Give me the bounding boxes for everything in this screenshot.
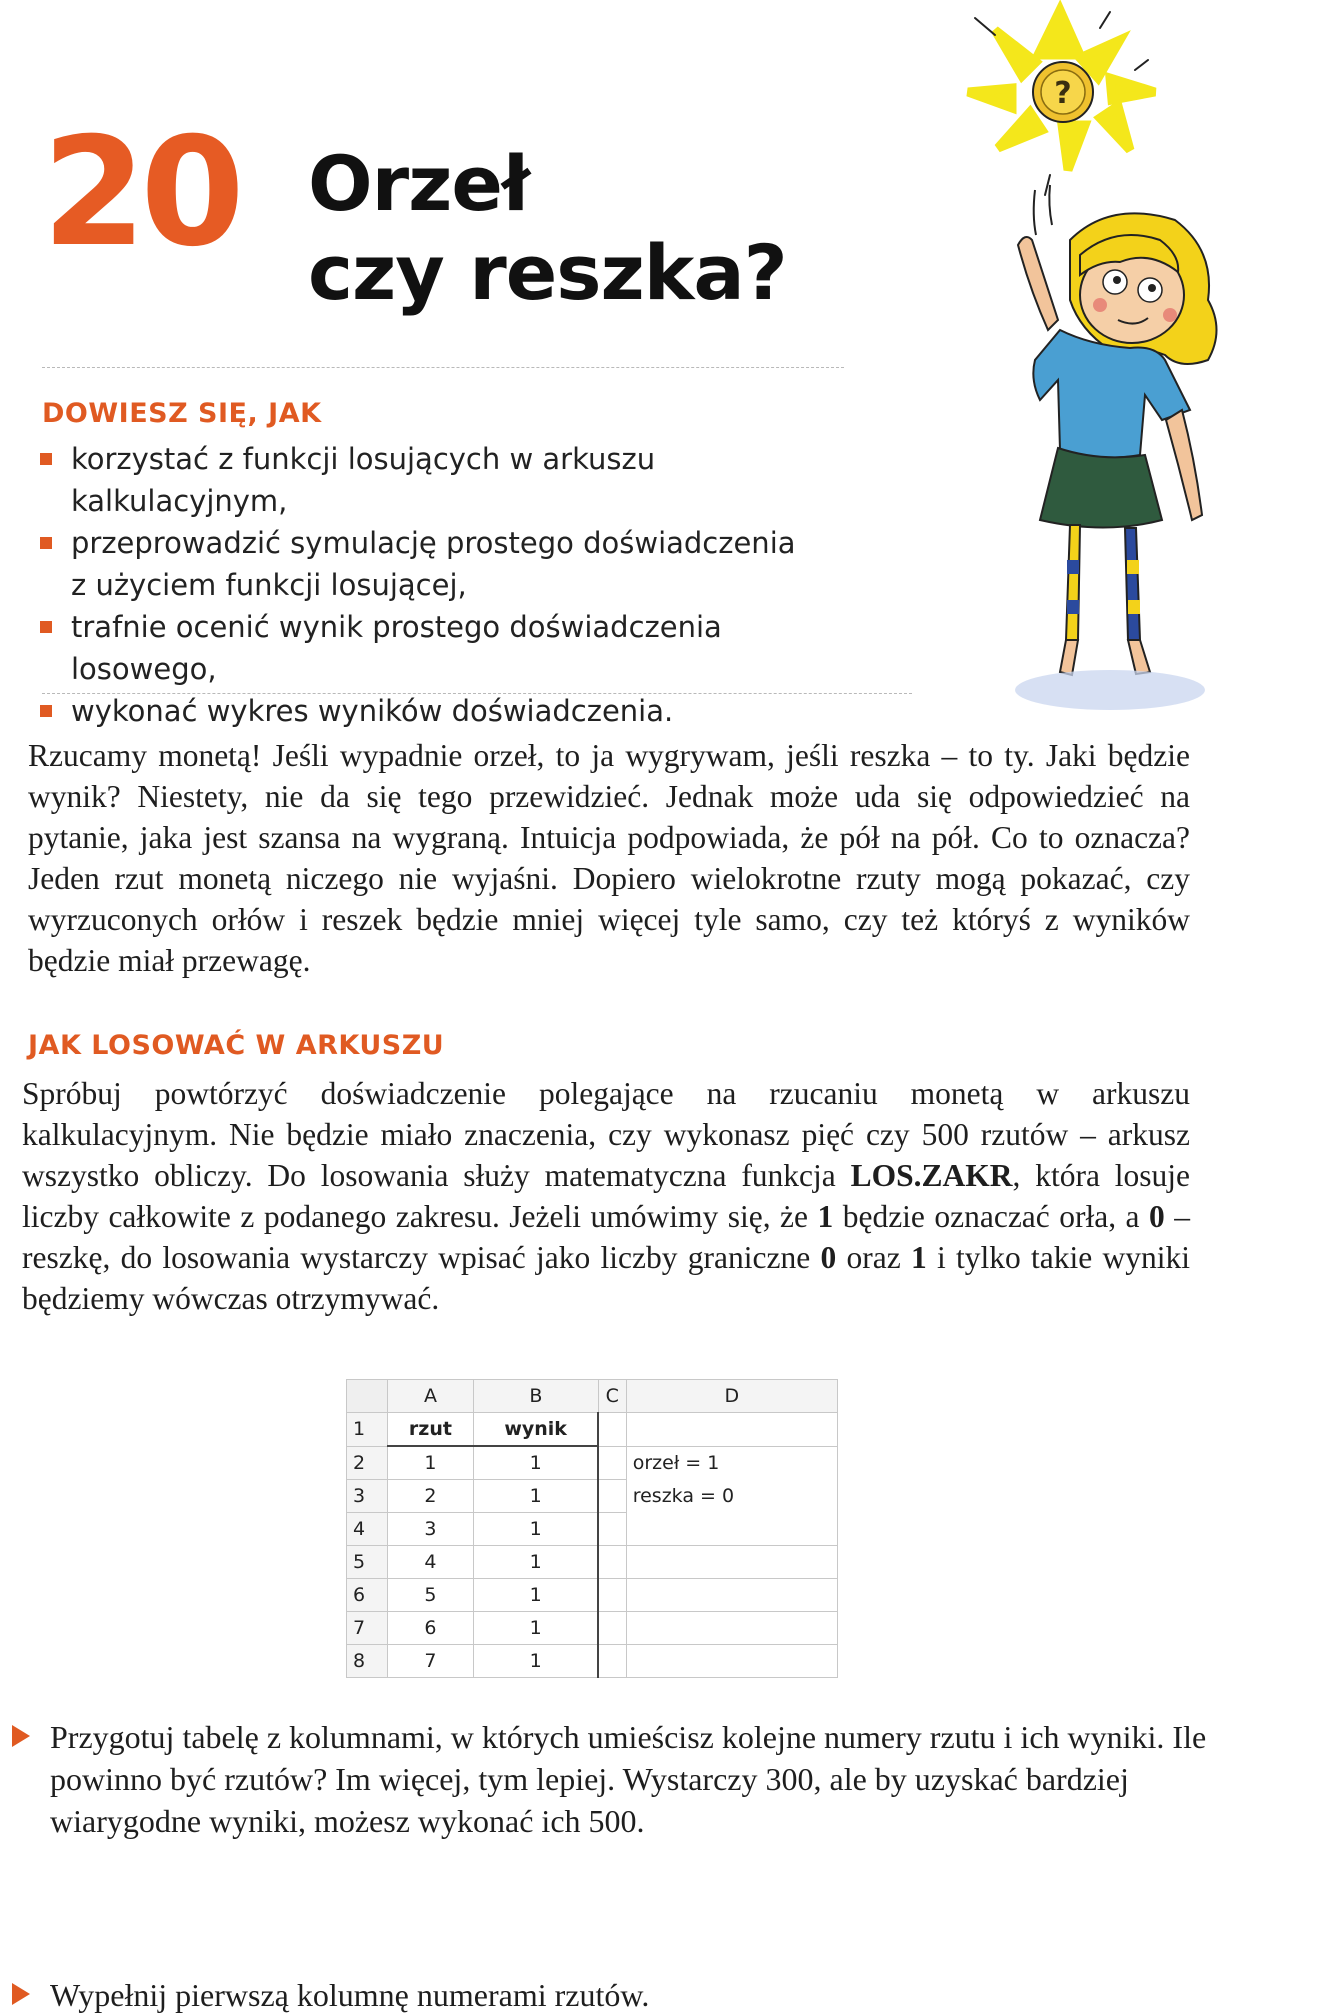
sheet-cell: 1: [473, 1546, 598, 1579]
row-header: 7: [347, 1612, 388, 1645]
header-cell-rzut: rzut: [388, 1413, 474, 1447]
square-bullet-icon: [40, 537, 52, 549]
sheet-cell: 1: [473, 1480, 598, 1513]
sheet-cell: [598, 1446, 626, 1480]
column-header-b: B: [473, 1380, 598, 1413]
chapter-number: 20: [42, 106, 239, 280]
sheet-cell: 3: [388, 1513, 474, 1546]
goals-heading: DOWIESZ SIĘ, JAK: [42, 398, 322, 429]
row-header: 4: [347, 1513, 388, 1546]
triangle-bullet-icon: [12, 1983, 30, 2005]
task-item: Przygotuj tabelę z kolumnami, w których umieścisz kolejne numery rzutu i ich wyniki. Ile powinno być rzutów? Im więcej, tym lepiej. Wystarczy 300, ale by uzyskać bardziej wiarygodne wyniki, możesz wykonać ich 500.: [6, 1716, 1220, 1842]
square-bullet-icon: [40, 705, 52, 717]
sheet-cell: [626, 1546, 837, 1579]
sheet-cell: 1: [473, 1645, 598, 1678]
sheet-cell: 2: [388, 1480, 474, 1513]
column-header-d: D: [626, 1380, 837, 1413]
header-cell-wynik: wynik: [473, 1413, 598, 1447]
row-header: 5: [347, 1546, 388, 1579]
sheet-cell: [626, 1612, 837, 1645]
triangle-bullet-icon: [12, 1725, 30, 1747]
divider-top: [42, 367, 844, 368]
sheet-cell: [626, 1579, 837, 1612]
sheet-cell: 1: [473, 1579, 598, 1612]
square-bullet-icon: [40, 453, 52, 465]
row-header: 8: [347, 1645, 388, 1678]
column-header-a: A: [388, 1380, 474, 1413]
goal-item: korzystać z funkcji losujących w arkuszu kalkulacyjnym,: [37, 438, 857, 522]
intro-paragraph: Rzucamy monetą! Jeśli wypadnie orzeł, to ja wygrywam, jeśli reszka – to ty. Jaki będzie wynik? Niestety, nie da się tego przewidzieć. Jednak może uda się odpowiedzieć na pytanie, jaka jest szansa na wygraną. Intuicja podpowiada, że pół na pół. Co to oznacza? Jeden rzut monetą niczego nie wyjaśni. Dopiero wielokrotne rzuty mogą pokazać, czy wyrzuconych orłów i reszek będzie mniej więcej tyle samo, czy też któryś z wyników będzie miał przewagę.: [28, 738, 1190, 978]
row-header: 3: [347, 1480, 388, 1513]
sheet-cell: [598, 1513, 626, 1546]
coin-icon: [1033, 62, 1093, 122]
chapter-title-line1: Orzeł: [308, 139, 530, 228]
sheet-cell: [598, 1612, 626, 1645]
goals-list: [37, 438, 857, 732]
sheet-cell: 1: [473, 1513, 598, 1546]
goal-item: przeprowadzić symulację prostego doświadczenia z użyciem funkcji losującej,: [37, 522, 857, 606]
sheet-cell: [626, 1513, 837, 1546]
sheet-cell: 6: [388, 1612, 474, 1645]
square-bullet-icon: [40, 621, 52, 633]
column-header-c: C: [598, 1380, 626, 1413]
sheet-cell: 1: [388, 1446, 474, 1480]
sheet-cell: [598, 1413, 626, 1447]
spreadsheet-table: [346, 1379, 838, 1678]
row-header: 1: [347, 1413, 388, 1447]
section-heading-random: JAK LOSOWAĆ W ARKUSZU: [28, 1030, 445, 1061]
sheet-cell: [598, 1546, 626, 1579]
girl-with-coin-illustration: [940, 0, 1280, 720]
legend-note: reszka = 0: [626, 1480, 837, 1513]
sheet-cell: [598, 1579, 626, 1612]
legend-note: orzeł = 1: [626, 1446, 837, 1480]
chapter-title-line2: czy reszka?: [308, 228, 787, 317]
section-paragraph: Spróbuj powtórzyć doświadczenie polegające na rzucaniu monetą w arkuszu kalkulacyjnym. Nie będzie miało znaczenia, czy wykonasz pięć czy 500 rzutów – arkusz wszystko obliczy. Do losowania służy matematyczna funkcja LOS.ZAKR, która losuje liczby całkowite z podanego zakresu. Jeżeli umówimy się, że 1 będzie oznaczać orła, a 0 – reszkę, do losowania wystarczy wpisać jako liczby graniczne 0 oraz 1 i tylko takie wyniki będziemy wówczas otrzymywać.: [22, 1076, 1190, 1316]
sheet-cell: 1: [473, 1612, 598, 1645]
coin-symbol: ?: [1054, 76, 1072, 111]
sheet-cell: 4: [388, 1546, 474, 1579]
task-item: Wypełnij pierwszą kolumnę numerami rzutów.: [6, 1974, 1220, 2016]
sheet-cell: 7: [388, 1645, 474, 1678]
sheet-corner: [347, 1380, 388, 1413]
sheet-cell: [598, 1480, 626, 1513]
row-header: 6: [347, 1579, 388, 1612]
sheet-cell: [626, 1413, 837, 1447]
row-header: 2: [347, 1446, 388, 1480]
sheet-cell: [626, 1645, 837, 1678]
goal-item: trafnie ocenić wynik prostego doświadczenia losowego,: [37, 606, 857, 690]
divider-bottom: [42, 693, 912, 694]
sheet-cell: 5: [388, 1579, 474, 1612]
sheet-cell: [598, 1645, 626, 1678]
sheet-cell: 1: [473, 1446, 598, 1480]
goal-item: wykonać wykres wyników doświadczenia.: [37, 690, 857, 732]
